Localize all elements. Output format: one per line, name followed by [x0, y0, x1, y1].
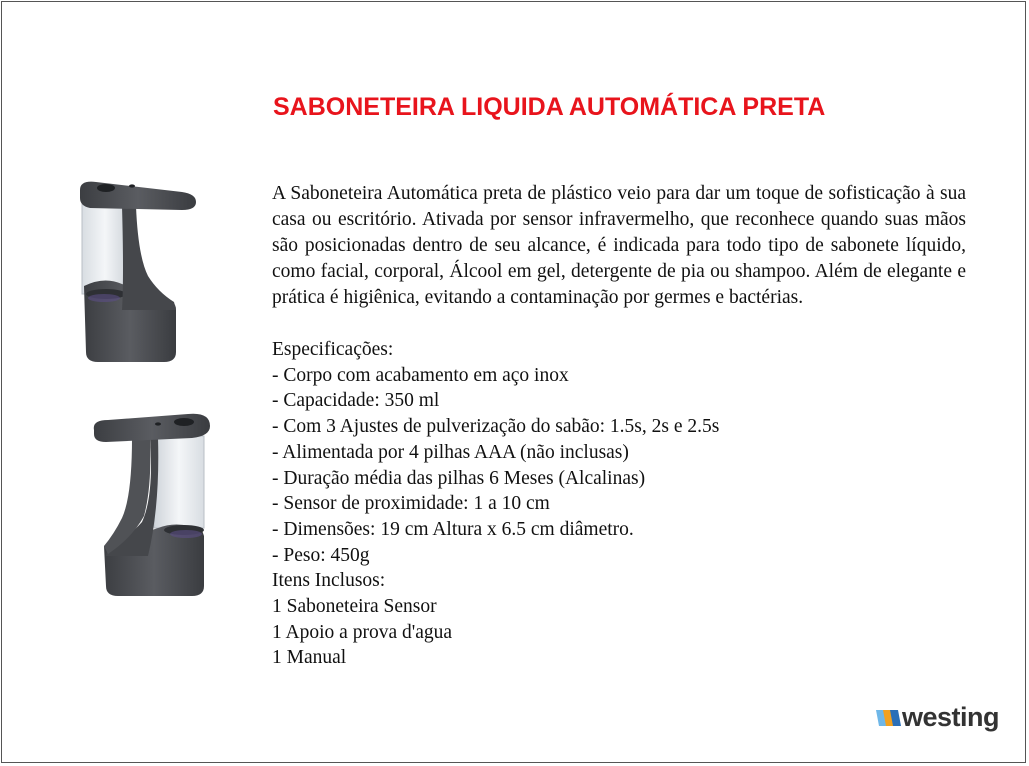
- product-image-front: [74, 176, 204, 368]
- included-item-2: 1 Apoio a prova d'agua: [272, 621, 453, 643]
- product-description: A Saboneteira Automática preta de plástico veio para dar um toque de sofisticação à sua casa ou escritório. Ativada por sensor infravermelho, que reconhece quando suas mãos são posicionadas dentro de seu alcance, é indicada para todo tipo de sabonete líquido, como facial, corporal, Álcool em gel, detergente de pia ou shampoo. Além de elegante e prática é higiênica, evitando a contaminação por germes e bactérias.: [272, 183, 966, 308]
- spec-item-1: - Corpo com acabamento em aço inox: [272, 364, 569, 386]
- brand-mark-icon: [876, 708, 902, 728]
- specs-heading: Especificações:: [272, 339, 394, 360]
- brand-logo: [876, 700, 1006, 736]
- included-item-3: 1 Manual: [272, 647, 347, 669]
- included-heading: Itens Inclusos:: [272, 570, 386, 592]
- spec-item-7: - Dimensões: 19 cm Altura x 6.5 cm diâmetro.: [272, 518, 634, 540]
- spec-item-3: - Com 3 Ajustes de pulverização do sabão: 1.5s, 2s e 2.5s: [272, 416, 720, 438]
- spec-item-4: - Alimentada por 4 pilhas AAA (não inclusas): [272, 441, 629, 463]
- page-title: SABONETEIRA LIQUIDA AUTOMÁTICA PRETA: [273, 93, 826, 121]
- included-item-1: 1 Saboneteira Sensor: [272, 596, 437, 618]
- spec-item-6: - Sensor de proximidade: 1 a 10 cm: [272, 493, 550, 515]
- spec-item-8: - Peso: 450g: [272, 544, 370, 566]
- spec-item-5: - Duração média das pilhas 6 Meses (Alcalinas): [272, 467, 646, 489]
- product-image-side: [88, 406, 218, 602]
- product-details: [272, 337, 972, 671]
- brand-name: westing: [902, 702, 1000, 732]
- spec-item-2: - Capacidade: 350 ml: [272, 390, 440, 412]
